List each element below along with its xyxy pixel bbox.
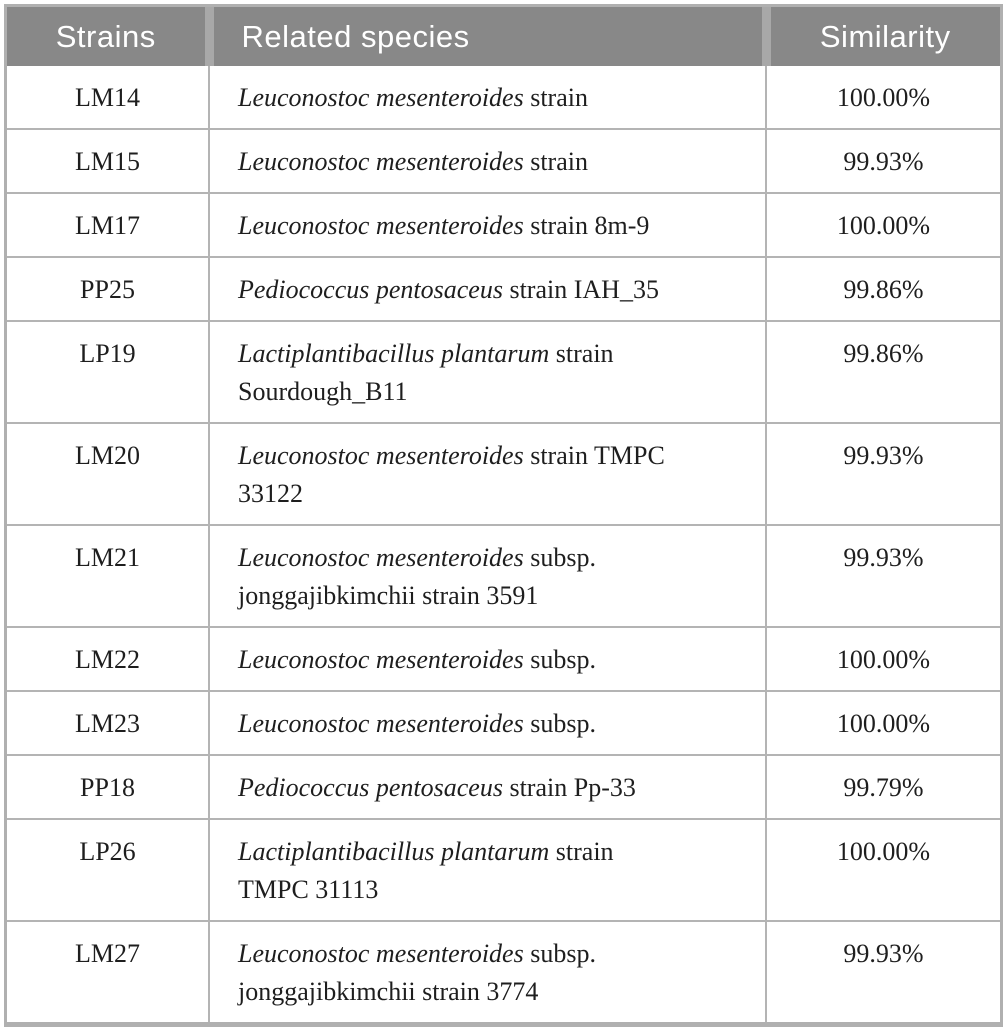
species-name — [238, 441, 665, 508]
strain-cell — [7, 691, 209, 755]
species-strain-suffix: strain Pp-33 — [502, 773, 636, 802]
similarity-cell — [766, 525, 1000, 627]
species-cell — [209, 627, 766, 691]
species-latin-name: Leuconostoc mesenteroides — [238, 211, 524, 240]
table-row — [7, 129, 1000, 193]
species-latin-name: Leuconostoc mesenteroides — [238, 441, 524, 470]
table-row — [7, 525, 1000, 627]
similarity-value: 99.86% — [843, 339, 924, 368]
table-row — [7, 66, 1000, 129]
similarity-value: 99.86% — [843, 275, 924, 304]
strain-id: LM27 — [75, 939, 140, 968]
species-name — [238, 83, 588, 112]
similarity-cell — [766, 819, 1000, 921]
species-strain-suffix: subsp. — [523, 645, 596, 674]
similarity-value: 99.93% — [843, 543, 924, 572]
species-name — [238, 709, 596, 738]
species-strain-suffix: strain — [549, 837, 614, 866]
species-latin-name: Lactiplantibacillus plantarum — [238, 837, 550, 866]
similarity-value: 100.00% — [836, 211, 931, 240]
species-cell — [209, 819, 766, 921]
species-strain-suffix: TMPC 31113 — [238, 875, 379, 904]
species-strain-suffix: strain — [523, 83, 588, 112]
similarity-value: 100.00% — [836, 83, 931, 112]
similarity-value: 100.00% — [836, 837, 931, 866]
strain-cell — [7, 321, 209, 423]
species-strain-suffix: subsp. — [523, 939, 596, 968]
species-name — [238, 543, 596, 610]
table-row — [7, 193, 1000, 257]
strain-similarity-table — [7, 7, 1000, 1022]
header-row — [7, 7, 1000, 66]
similarity-cell — [766, 921, 1000, 1022]
strain-cell — [7, 257, 209, 321]
strain-id: LP19 — [79, 339, 136, 368]
table-row — [7, 423, 1000, 525]
similarity-value: 99.93% — [843, 441, 924, 470]
strain-id: LM21 — [75, 543, 140, 572]
species-cell — [209, 525, 766, 627]
species-latin-name: Leuconostoc mesenteroides — [238, 645, 524, 674]
similarity-cell — [766, 423, 1000, 525]
species-name — [238, 939, 596, 1006]
similarity-cell — [766, 755, 1000, 819]
col-header-related-species: Related species — [209, 7, 766, 66]
species-latin-name: Leuconostoc mesenteroides — [238, 147, 524, 176]
species-strain-suffix: subsp. — [523, 543, 596, 572]
strain-cell — [7, 921, 209, 1022]
similarity-value: 100.00% — [836, 645, 931, 674]
species-name — [238, 645, 596, 674]
similarity-cell — [766, 257, 1000, 321]
table-row — [7, 627, 1000, 691]
similarity-cell — [766, 321, 1000, 423]
species-cell — [209, 257, 766, 321]
species-latin-name: Leuconostoc mesenteroides — [238, 543, 524, 572]
species-name — [238, 211, 649, 240]
similarity-cell — [766, 627, 1000, 691]
strain-id: LM14 — [75, 83, 140, 112]
species-latin-name: Lactiplantibacillus plantarum — [238, 339, 550, 368]
strain-cell — [7, 423, 209, 525]
strain-id: PP25 — [80, 275, 135, 304]
species-strain-suffix: Sourdough_B11 — [238, 377, 408, 406]
species-latin-name: Pediococcus pentosaceus — [238, 773, 503, 802]
table-row — [7, 691, 1000, 755]
strain-cell — [7, 755, 209, 819]
similarity-value: 100.00% — [836, 709, 931, 738]
col-header-similarity: Similarity — [766, 7, 1000, 66]
similarity-cell — [766, 129, 1000, 193]
species-latin-name: Leuconostoc mesenteroides — [238, 939, 524, 968]
table-row — [7, 321, 1000, 423]
species-name — [238, 837, 614, 904]
strain-id: LM15 — [75, 147, 140, 176]
species-strain-suffix: subsp. — [523, 709, 596, 738]
species-cell — [209, 66, 766, 129]
species-strain-suffix: strain TMPC — [523, 441, 665, 470]
species-name — [238, 773, 636, 802]
similarity-cell — [766, 691, 1000, 755]
species-name — [238, 147, 588, 176]
species-strain-suffix: strain IAH_35 — [502, 275, 659, 304]
table-row — [7, 257, 1000, 321]
species-cell — [209, 423, 766, 525]
species-latin-name: Pediococcus pentosaceus — [238, 275, 503, 304]
strain-cell — [7, 525, 209, 627]
species-cell — [209, 755, 766, 819]
table-row — [7, 755, 1000, 819]
strain-cell — [7, 627, 209, 691]
strain-cell — [7, 66, 209, 129]
species-strain-suffix: jonggajibkimchii strain 3774 — [238, 977, 539, 1006]
strain-id: LP26 — [79, 837, 136, 866]
similarity-value: 99.93% — [843, 147, 924, 176]
species-cell — [209, 691, 766, 755]
species-latin-name: Leuconostoc mesenteroides — [238, 709, 524, 738]
strain-id: PP18 — [80, 773, 135, 802]
species-latin-name: Leuconostoc mesenteroides — [238, 83, 524, 112]
species-name — [238, 339, 614, 406]
similarity-cell — [766, 193, 1000, 257]
strain-id: LM22 — [75, 645, 140, 674]
strain-id: LM23 — [75, 709, 140, 738]
similarity-cell — [766, 66, 1000, 129]
species-cell — [209, 129, 766, 193]
species-strain-suffix: strain — [523, 147, 588, 176]
species-strain-suffix: strain 8m-9 — [523, 211, 650, 240]
species-strain-suffix: jonggajibkimchii strain 3591 — [238, 581, 539, 610]
species-cell — [209, 321, 766, 423]
similarity-table — [4, 4, 1003, 1027]
table-row — [7, 921, 1000, 1022]
strain-id: LM20 — [75, 441, 140, 470]
similarity-value: 99.79% — [843, 773, 924, 802]
table-body — [7, 66, 1000, 1022]
col-header-strains: Strains — [7, 7, 209, 66]
species-name — [238, 275, 659, 304]
strain-cell — [7, 129, 209, 193]
strain-id: LM17 — [75, 211, 140, 240]
strain-cell — [7, 193, 209, 257]
species-strain-suffix: 33122 — [238, 479, 303, 508]
species-strain-suffix: strain — [549, 339, 614, 368]
strain-cell — [7, 819, 209, 921]
similarity-value: 99.93% — [843, 939, 924, 968]
species-cell — [209, 921, 766, 1022]
species-cell — [209, 193, 766, 257]
table-row — [7, 819, 1000, 921]
